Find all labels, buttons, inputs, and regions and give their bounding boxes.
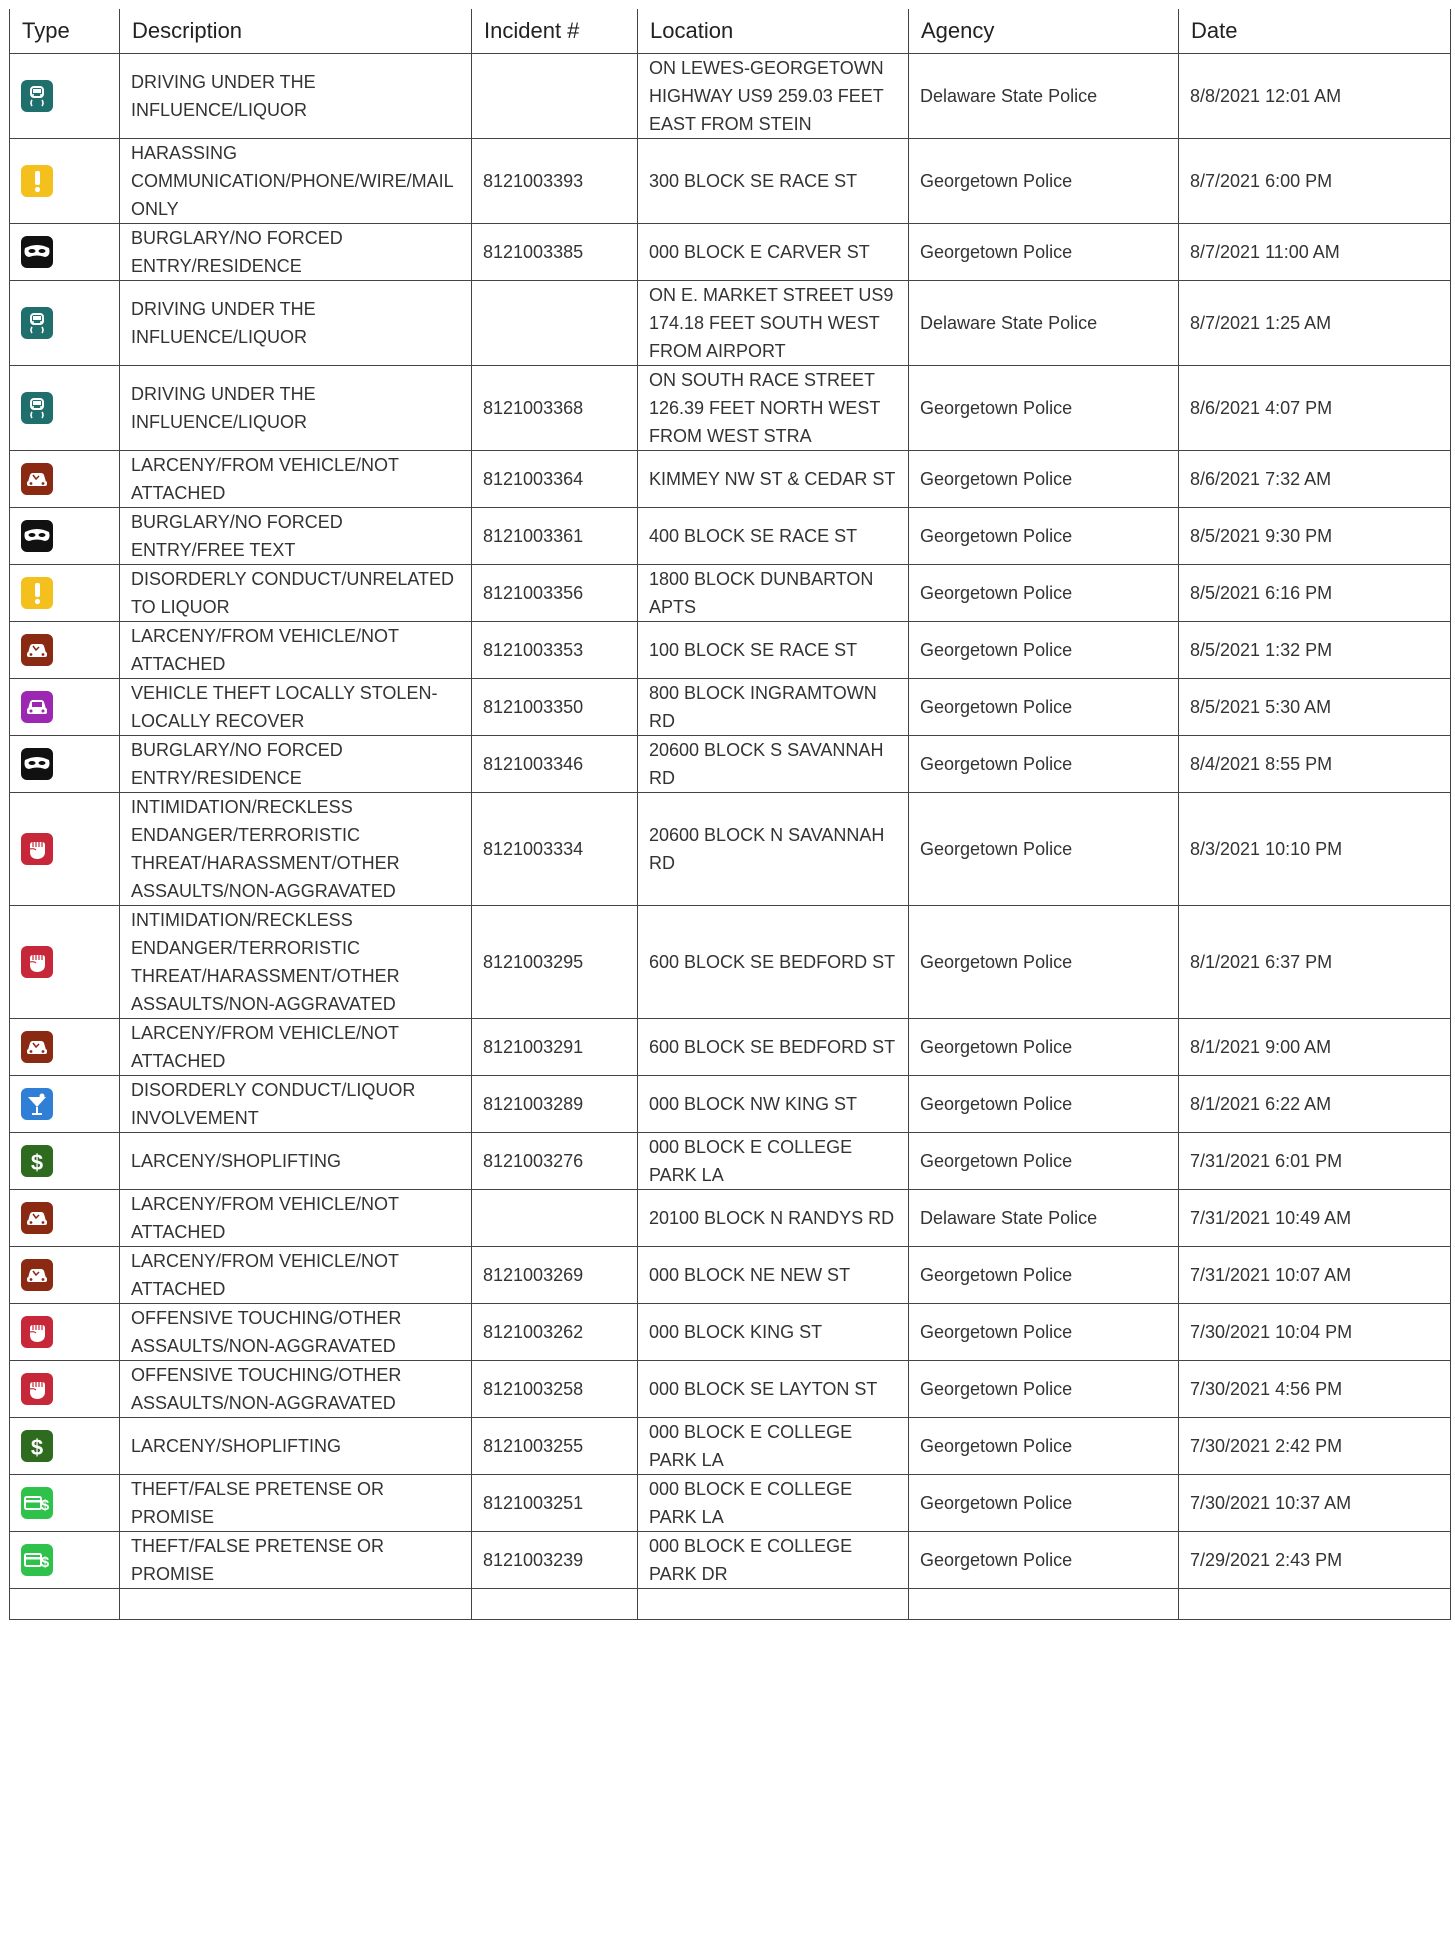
stolen-car-icon — [21, 691, 53, 723]
location-cell: 20600 BLOCK N SAVANNAH RD — [638, 793, 909, 906]
type-cell — [10, 1418, 120, 1475]
description-cell: THEFT/FALSE PRETENSE OR PROMISE — [120, 1532, 472, 1589]
empty-cell — [472, 1589, 638, 1620]
cocktail-icon — [21, 1088, 53, 1120]
type-cell — [10, 508, 120, 565]
type-cell — [10, 54, 120, 139]
assault-fist-icon — [21, 1373, 53, 1405]
header-incident[interactable]: Incident # — [472, 9, 638, 54]
location-cell: 000 BLOCK SE LAYTON ST — [638, 1361, 909, 1418]
date-cell: 8/5/2021 1:32 PM — [1179, 622, 1451, 679]
location-cell: ON E. MARKET STREET US9 174.18 FEET SOUTH WEST FROM AIRPORT — [638, 281, 909, 366]
type-cell — [10, 736, 120, 793]
date-cell: 8/4/2021 8:55 PM — [1179, 736, 1451, 793]
description-cell: LARCENY/FROM VEHICLE/NOT ATTACHED — [120, 1247, 472, 1304]
incident-cell: 8121003276 — [472, 1133, 638, 1190]
location-cell: 000 BLOCK NE NEW ST — [638, 1247, 909, 1304]
date-cell: 7/31/2021 10:07 AM — [1179, 1247, 1451, 1304]
dui-icon — [21, 392, 53, 424]
agency-cell: Georgetown Police — [909, 1076, 1179, 1133]
description-cell: OFFENSIVE TOUCHING/OTHER ASSAULTS/NON-AGGRAVATED — [120, 1361, 472, 1418]
table-row[interactable] — [10, 508, 1451, 565]
location-cell: 000 BLOCK E COLLEGE PARK DR — [638, 1532, 909, 1589]
table-row[interactable] — [10, 1532, 1451, 1589]
agency-cell: Georgetown Police — [909, 1532, 1179, 1589]
date-cell: 8/5/2021 9:30 PM — [1179, 508, 1451, 565]
agency-cell: Delaware State Police — [909, 281, 1179, 366]
dui-icon — [21, 80, 53, 112]
incident-cell: 8121003361 — [472, 508, 638, 565]
agency-cell: Georgetown Police — [909, 1418, 1179, 1475]
type-cell — [10, 1532, 120, 1589]
table-row[interactable] — [10, 1304, 1451, 1361]
incident-cell: 8121003385 — [472, 224, 638, 281]
description-cell: BURGLARY/NO FORCED ENTRY/RESIDENCE — [120, 736, 472, 793]
fraud-card-icon — [21, 1487, 53, 1519]
table-row[interactable] — [10, 224, 1451, 281]
agency-cell: Georgetown Police — [909, 1475, 1179, 1532]
description-cell: INTIMIDATION/RECKLESS ENDANGER/TERRORISTIC THREAT/HARASSMENT/OTHER ASSAULTS/NON-AGGRAVATED — [120, 906, 472, 1019]
burglar-mask-icon — [21, 748, 53, 780]
description-cell: DISORDERLY CONDUCT/UNRELATED TO LIQUOR — [120, 565, 472, 622]
location-cell: 400 BLOCK SE RACE ST — [638, 508, 909, 565]
type-cell — [10, 1190, 120, 1247]
fraud-card-icon — [21, 1544, 53, 1576]
assault-fist-icon — [21, 1316, 53, 1348]
location-cell: 1800 BLOCK DUNBARTON APTS — [638, 565, 909, 622]
description-cell: LARCENY/SHOPLIFTING — [120, 1133, 472, 1190]
type-cell — [10, 1475, 120, 1532]
date-cell: 8/7/2021 1:25 AM — [1179, 281, 1451, 366]
table-row[interactable] — [10, 139, 1451, 224]
table-row[interactable] — [10, 1076, 1451, 1133]
svg-text:$: $ — [40, 1554, 50, 1571]
date-cell: 8/6/2021 7:32 AM — [1179, 451, 1451, 508]
header-location[interactable]: Location — [638, 9, 909, 54]
date-cell: 8/7/2021 11:00 AM — [1179, 224, 1451, 281]
description-cell: VEHICLE THEFT LOCALLY STOLEN-LOCALLY RECOVER — [120, 679, 472, 736]
table-row[interactable] — [10, 793, 1451, 906]
type-cell — [10, 565, 120, 622]
table-row[interactable] — [10, 1019, 1451, 1076]
description-cell: INTIMIDATION/RECKLESS ENDANGER/TERRORISTIC THREAT/HARASSMENT/OTHER ASSAULTS/NON-AGGRAVATED — [120, 793, 472, 906]
type-cell — [10, 1361, 120, 1418]
agency-cell: Georgetown Police — [909, 736, 1179, 793]
alert-icon — [21, 577, 53, 609]
type-cell — [10, 1304, 120, 1361]
table-row-partial — [10, 1589, 1451, 1620]
incident-cell: 8121003255 — [472, 1418, 638, 1475]
agency-cell: Georgetown Police — [909, 1019, 1179, 1076]
date-cell: 8/8/2021 12:01 AM — [1179, 54, 1451, 139]
description-cell: LARCENY/FROM VEHICLE/NOT ATTACHED — [120, 622, 472, 679]
assault-fist-icon — [21, 833, 53, 865]
agency-cell: Georgetown Police — [909, 1304, 1179, 1361]
description-cell: DRIVING UNDER THE INFLUENCE/LIQUOR — [120, 54, 472, 139]
table-row[interactable] — [10, 366, 1451, 451]
header-row — [10, 9, 1451, 54]
agency-cell: Georgetown Police — [909, 622, 1179, 679]
incident-cell: 8121003262 — [472, 1304, 638, 1361]
table-row[interactable] — [10, 679, 1451, 736]
agency-cell: Georgetown Police — [909, 508, 1179, 565]
incident-cell — [472, 1190, 638, 1247]
car-break-in-icon — [21, 1202, 53, 1234]
type-cell — [10, 281, 120, 366]
type-cell — [10, 793, 120, 906]
location-cell: 000 BLOCK E COLLEGE PARK LA — [638, 1133, 909, 1190]
type-cell — [10, 1019, 120, 1076]
description-cell: DRIVING UNDER THE INFLUENCE/LIQUOR — [120, 281, 472, 366]
description-cell: BURGLARY/NO FORCED ENTRY/FREE TEXT — [120, 508, 472, 565]
location-cell: 800 BLOCK INGRAMTOWN RD — [638, 679, 909, 736]
description-cell: DRIVING UNDER THE INFLUENCE/LIQUOR — [120, 366, 472, 451]
date-cell: 7/30/2021 10:37 AM — [1179, 1475, 1451, 1532]
location-cell: 100 BLOCK SE RACE ST — [638, 622, 909, 679]
header-type[interactable]: Type — [10, 9, 120, 54]
incident-cell: 8121003291 — [472, 1019, 638, 1076]
incident-cell — [472, 281, 638, 366]
date-cell: 8/6/2021 4:07 PM — [1179, 366, 1451, 451]
table-row[interactable] — [10, 1475, 1451, 1532]
date-cell: 7/30/2021 4:56 PM — [1179, 1361, 1451, 1418]
incident-cell: 8121003289 — [472, 1076, 638, 1133]
incident-cell: 8121003350 — [472, 679, 638, 736]
description-cell: LARCENY/FROM VEHICLE/NOT ATTACHED — [120, 1190, 472, 1247]
alert-icon — [21, 165, 53, 197]
car-break-in-icon — [21, 634, 53, 666]
location-cell: 000 BLOCK NW KING ST — [638, 1076, 909, 1133]
car-break-in-icon — [21, 1031, 53, 1063]
date-cell: 7/29/2021 2:43 PM — [1179, 1532, 1451, 1589]
description-cell: LARCENY/FROM VEHICLE/NOT ATTACHED — [120, 1019, 472, 1076]
location-cell: 000 BLOCK E COLLEGE PARK LA — [638, 1475, 909, 1532]
type-cell — [10, 451, 120, 508]
description-cell: THEFT/FALSE PRETENSE OR PROMISE — [120, 1475, 472, 1532]
description-cell: OFFENSIVE TOUCHING/OTHER ASSAULTS/NON-AGGRAVATED — [120, 1304, 472, 1361]
type-cell — [10, 224, 120, 281]
date-cell: 8/3/2021 10:10 PM — [1179, 793, 1451, 906]
burglar-mask-icon — [21, 236, 53, 268]
location-cell: 000 BLOCK E COLLEGE PARK LA — [638, 1418, 909, 1475]
incident-cell: 8121003364 — [472, 451, 638, 508]
agency-cell: Georgetown Police — [909, 793, 1179, 906]
agency-cell: Georgetown Police — [909, 1361, 1179, 1418]
description-cell: LARCENY/SHOPLIFTING — [120, 1418, 472, 1475]
table-row[interactable] — [10, 736, 1451, 793]
table-row[interactable] — [10, 1247, 1451, 1304]
type-cell — [10, 366, 120, 451]
car-break-in-icon — [21, 463, 53, 495]
table-row[interactable] — [10, 54, 1451, 139]
agency-cell: Georgetown Police — [909, 366, 1179, 451]
description-cell: DISORDERLY CONDUCT/LIQUOR INVOLVEMENT — [120, 1076, 472, 1133]
date-cell: 8/5/2021 6:16 PM — [1179, 565, 1451, 622]
incident-cell: 8121003353 — [472, 622, 638, 679]
dui-icon — [21, 307, 53, 339]
description-cell: BURGLARY/NO FORCED ENTRY/RESIDENCE — [120, 224, 472, 281]
incident-cell: 8121003393 — [472, 139, 638, 224]
table-row[interactable] — [10, 906, 1451, 1019]
empty-cell — [10, 1589, 120, 1620]
table-row[interactable] — [10, 1361, 1451, 1418]
agency-cell: Georgetown Police — [909, 139, 1179, 224]
incident-cell: 8121003251 — [472, 1475, 638, 1532]
type-cell — [10, 679, 120, 736]
location-cell: 20100 BLOCK N RANDYS RD — [638, 1190, 909, 1247]
agency-cell: Georgetown Police — [909, 451, 1179, 508]
header-description[interactable]: Description — [120, 9, 472, 54]
location-cell: 000 BLOCK E CARVER ST — [638, 224, 909, 281]
incident-cell: 8121003356 — [472, 565, 638, 622]
assault-fist-icon — [21, 946, 53, 978]
table-row[interactable] — [10, 1190, 1451, 1247]
date-cell: 7/30/2021 10:04 PM — [1179, 1304, 1451, 1361]
empty-cell — [638, 1589, 909, 1620]
location-cell: 600 BLOCK SE BEDFORD ST — [638, 1019, 909, 1076]
table-row[interactable] — [10, 451, 1451, 508]
type-cell — [10, 1133, 120, 1190]
date-cell: 8/7/2021 6:00 PM — [1179, 139, 1451, 224]
incident-cell: 8121003368 — [472, 366, 638, 451]
type-cell — [10, 1247, 120, 1304]
type-cell — [10, 906, 120, 1019]
incident-cell: 8121003346 — [472, 736, 638, 793]
date-cell: 8/5/2021 5:30 AM — [1179, 679, 1451, 736]
location-cell: KIMMEY NW ST & CEDAR ST — [638, 451, 909, 508]
date-cell: 7/30/2021 2:42 PM — [1179, 1418, 1451, 1475]
date-cell: 8/1/2021 6:22 AM — [1179, 1076, 1451, 1133]
burglar-mask-icon — [21, 520, 53, 552]
incidents-table — [9, 9, 1451, 1620]
date-cell: 7/31/2021 10:49 AM — [1179, 1190, 1451, 1247]
dollar-icon — [21, 1145, 53, 1177]
date-cell: 7/31/2021 6:01 PM — [1179, 1133, 1451, 1190]
location-cell: 20600 BLOCK S SAVANNAH RD — [638, 736, 909, 793]
svg-text:$: $ — [30, 1150, 44, 1175]
table-row[interactable] — [10, 1133, 1451, 1190]
table-row[interactable] — [10, 622, 1451, 679]
table-row[interactable] — [10, 565, 1451, 622]
car-break-in-icon — [21, 1259, 53, 1291]
location-cell: 600 BLOCK SE BEDFORD ST — [638, 906, 909, 1019]
incident-cell: 8121003295 — [472, 906, 638, 1019]
table-row[interactable] — [10, 281, 1451, 366]
empty-cell — [120, 1589, 472, 1620]
header-agency[interactable]: Agency — [909, 9, 1179, 54]
date-cell: 8/1/2021 9:00 AM — [1179, 1019, 1451, 1076]
agency-cell: Georgetown Police — [909, 1247, 1179, 1304]
svg-text:$: $ — [30, 1435, 44, 1460]
description-cell: LARCENY/FROM VEHICLE/NOT ATTACHED — [120, 451, 472, 508]
header-date[interactable]: Date — [1179, 9, 1451, 54]
agency-cell: Georgetown Police — [909, 224, 1179, 281]
agency-cell: Georgetown Police — [909, 679, 1179, 736]
agency-cell: Delaware State Police — [909, 54, 1179, 139]
incident-cell: 8121003258 — [472, 1361, 638, 1418]
agency-cell: Delaware State Police — [909, 1190, 1179, 1247]
agency-cell: Georgetown Police — [909, 906, 1179, 1019]
type-cell — [10, 622, 120, 679]
incident-cell: 8121003269 — [472, 1247, 638, 1304]
incident-cell — [472, 54, 638, 139]
location-cell: ON SOUTH RACE STREET 126.39 FEET NORTH WEST FROM WEST STRA — [638, 366, 909, 451]
incident-cell: 8121003334 — [472, 793, 638, 906]
date-cell: 8/1/2021 6:37 PM — [1179, 906, 1451, 1019]
agency-cell: Georgetown Police — [909, 565, 1179, 622]
dollar-icon — [21, 1430, 53, 1462]
svg-text:$: $ — [40, 1497, 50, 1514]
description-cell: HARASSING COMMUNICATION/PHONE/WIRE/MAIL ONLY — [120, 139, 472, 224]
type-cell — [10, 1076, 120, 1133]
location-cell: ON LEWES-GEORGETOWN HIGHWAY US9 259.03 FEET EAST FROM STEIN — [638, 54, 909, 139]
table-row[interactable] — [10, 1418, 1451, 1475]
agency-cell: Georgetown Police — [909, 1133, 1179, 1190]
empty-cell — [909, 1589, 1179, 1620]
location-cell: 300 BLOCK SE RACE ST — [638, 139, 909, 224]
location-cell: 000 BLOCK KING ST — [638, 1304, 909, 1361]
type-cell — [10, 139, 120, 224]
empty-cell — [1179, 1589, 1451, 1620]
incident-cell: 8121003239 — [472, 1532, 638, 1589]
